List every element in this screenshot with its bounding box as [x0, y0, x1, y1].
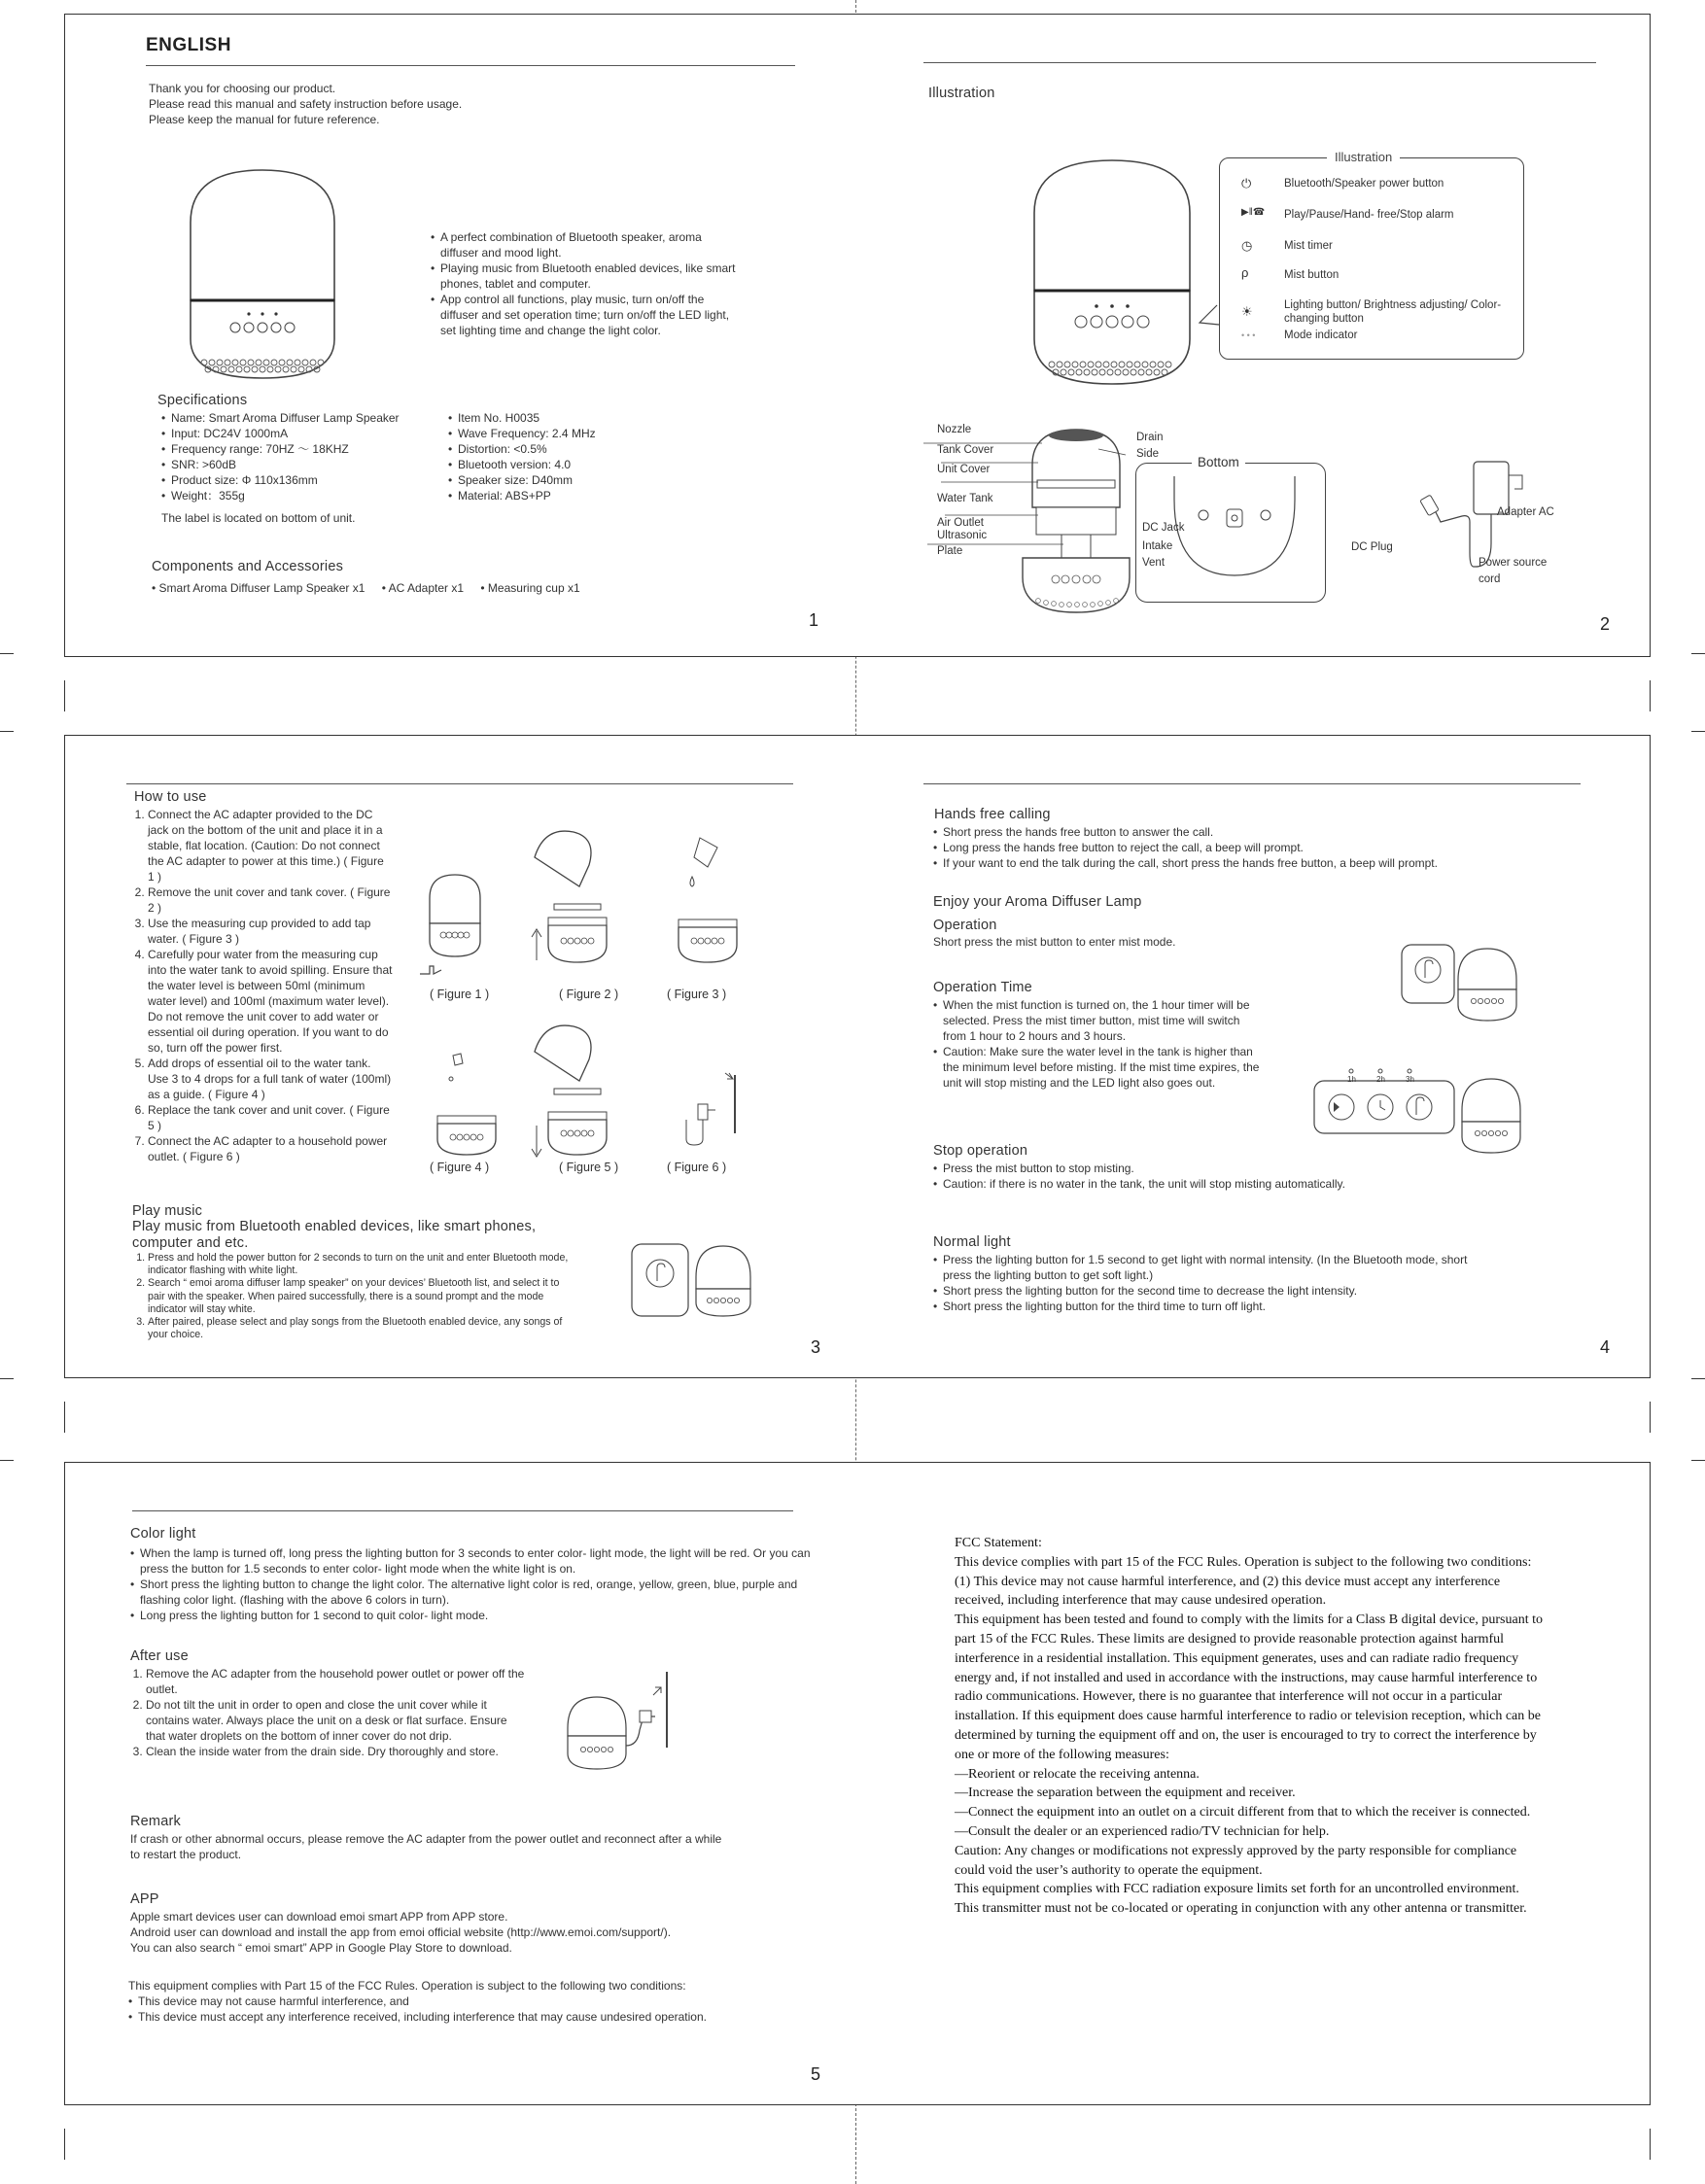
feature-list — [431, 229, 742, 338]
page-number: 4 — [1600, 1337, 1611, 1357]
specifications-title: Specifications — [157, 393, 248, 408]
components-list: • Smart Aroma Diffuser Lamp Speaker x1 • AC Adapter x1 • Measuring cup x1 — [152, 581, 580, 595]
mist-operation-illustration — [1398, 941, 1544, 1028]
header-rule — [132, 1510, 793, 1511]
crop-mark — [64, 1402, 65, 1433]
illustration-box-title: Illustration — [1327, 150, 1400, 164]
part-label: Nozzle — [937, 424, 972, 435]
part-label: Side — [1136, 448, 1160, 460]
crop-mark — [1691, 1460, 1705, 1461]
normal-light-title: Normal light — [933, 1234, 1011, 1250]
crop-mark — [1691, 731, 1705, 732]
mode-indicator-icon: • • • — [1241, 330, 1256, 340]
mist-button-illustration — [628, 1232, 783, 1330]
legend-label: Mist button — [1284, 269, 1340, 281]
step-item: 4. Carefully pour water from the measuring cup into the water tank to avoid spilling. Ensure that the water level is between 50ml (minimum water level) and 100ml (maximum water level). Do not remove the unit cover to add water or essential oil during operation. If you want to do so, turn off the power first. — [148, 947, 393, 1056]
figure-5-illustration — [525, 1019, 622, 1164]
fcc-paragraph: This transmitter must not be co-located or operating in conjunction with any other antenna or transmitter. — [955, 1901, 1527, 1917]
spec-item: • Input: DC24V 1000mA — [161, 426, 453, 441]
step-item: 2. Search “ emoi aroma diffuser lamp speaker” on your devices’ Bluetooth list, and select it to pair with the speaker. When paired successfully, there is a sound prompt and the mode indicator will stay white. — [148, 1277, 575, 1316]
spec-item: • Frequency range: 70HZ ～ 18KHZ — [161, 441, 453, 457]
fcc-paragraph: Caution: Any changes or modifications not expressly approved by the party responsible for compliance could void the user’s authority to operate the equipment. — [955, 1843, 1517, 1878]
adapter-label: DC Plug — [1351, 541, 1393, 553]
step-item: 3. Use the measuring cup provided to add tap water. ( Figure 3 ) — [148, 916, 393, 947]
operation-text: Short press the mist button to enter mist mode. — [933, 935, 1176, 949]
spec-item: • Weight：355g — [161, 488, 453, 503]
fcc-statement — [955, 1534, 1544, 1919]
list-item: • Short press the lighting button to change the light color. The alternative light color is red, orange, yellow, green, blue, purple and flashing color light. (flashing with the above 6 colors in turn). — [130, 1577, 830, 1608]
how-to-use-steps — [132, 807, 393, 1164]
part-label: Water Tank — [937, 493, 993, 504]
bottom-view-label: Bottom — [1192, 455, 1245, 469]
part-label: Unit Cover — [937, 464, 991, 475]
list-item: • This device must accept any interference received, including interference that may cause undesired operation. — [128, 2009, 750, 2025]
adapter-label: Power source — [1479, 557, 1548, 569]
page-number: 1 — [809, 610, 819, 630]
spec-item: • Speaker size: D40mm — [448, 472, 662, 488]
color-light-list — [130, 1545, 830, 1623]
normal-light-list — [933, 1252, 1497, 1314]
timer-label: 2h — [1376, 1075, 1385, 1084]
page-number: 2 — [1600, 614, 1611, 634]
step-item: 3. Clean the inside water from the drain side. Dry thoroughly and store. — [146, 1744, 525, 1759]
step-item: 7. Connect the AC adapter to a household power outlet. ( Figure 6 ) — [148, 1133, 393, 1164]
figure-caption: ( Figure 4 ) — [430, 1161, 490, 1174]
fcc-paragraph: This device complies with part 15 of the FCC Rules. Operation is subject to the following two conditions: (1) This device may not cause harmful interference, and (2) this device must accept any interference received, including interference that may cause undesired operation. — [955, 1554, 1532, 1609]
power-icon: ⏻ — [1241, 176, 1252, 191]
figure-4-illustration — [428, 1050, 505, 1157]
page-2 — [857, 14, 1651, 657]
header-rule — [923, 62, 1596, 63]
adapter-label: Adapter AC — [1497, 506, 1554, 518]
crop-mark — [64, 680, 65, 711]
legend-label: Play/Pause/Hand- free/Stop alarm — [1284, 209, 1454, 221]
page-3 — [64, 735, 857, 1378]
enjoy-title: Enjoy your Aroma Diffuser Lamp — [933, 894, 1142, 910]
fcc-paragraph: This equipment has been tested and found to comply with the limits for a Class B digital device, pursuant to part 15 of the FCC Rules. These limits are designed to provide reasonable protection against harmful interference in a residential installation. This equipment generates, uses and can radiate radio frequency energy and, if not installed and used in accordance with the instructions, may cause harmful interference to radio communications. However, there is no guarantee that interference will not occur in a particular installation. If this equipment does cause harmful interference to radio or television reception, which can be determined by turning the equipment off and on, the user is encouraged to try to correct the interference by one or more of the following measures: — [955, 1612, 1544, 1762]
figure-caption: ( Figure 3 ) — [667, 988, 727, 1001]
legend-label: Mode indicator — [1284, 329, 1358, 341]
step-item: 1. Press and hold the power button for 2 seconds to turn on the unit and enter Bluetooth mode, indicator flashing with white light. — [148, 1252, 575, 1277]
list-item: • Long press the hands free button to reject the call, a beep will prompt. — [933, 840, 1575, 855]
label-note: The label is located on bottom of unit. — [161, 511, 356, 525]
part-label: Tank Cover — [937, 444, 994, 456]
light-icon: ☀ — [1241, 304, 1253, 319]
figure-caption: ( Figure 1 ) — [430, 988, 490, 1001]
operation-title: Operation — [933, 918, 997, 933]
list-item: • When the mist function is turned on, the 1 hour timer will be selected. Press the mist timer button, mist time will switch from 1 hour to 2 hours and 3 hours. — [933, 997, 1264, 1044]
feature-item: • A perfect combination of Bluetooth speaker, aroma diffuser and mood light. — [431, 229, 742, 260]
fcc-paragraph: —Consult the dealer or an experienced radio/TV technician for help. — [955, 1823, 1330, 1839]
spec-item: • SNR: >60dB — [161, 457, 453, 472]
list-item: • Short press the hands free button to answer the call. — [933, 824, 1575, 840]
step-item: 2. Do not tilt the unit in order to open and close the unit cover while it contains water. Always place the unit on a desk or flat surface. Ensure that water droplets on the bottom of inner cover do not drip. — [146, 1697, 525, 1744]
specs-left — [161, 410, 453, 503]
color-light-title: Color light — [130, 1526, 196, 1542]
list-item: • Caution: Make sure the water level in the tank is higher than the minimum level before misting. If the mist time expires, the unit will stop misting and the LED light also goes out. — [933, 1044, 1264, 1091]
list-item: • Caution: if there is no water in the tank, the unit will stop misting automatically. — [933, 1176, 1575, 1192]
after-use-title: After use — [130, 1648, 189, 1664]
page-5 — [64, 1462, 857, 2105]
timer-label: 1h — [1347, 1075, 1356, 1084]
step-item: 6. Replace the tank cover and unit cover. ( Figure 5 ) — [148, 1102, 393, 1133]
feature-item: • Playing music from Bluetooth enabled devices, like smart phones, tablet and computer. — [431, 260, 742, 292]
intro-text: Thank you for choosing our product. Please read this manual and safety instruction before usage. Please keep the manual for future reference. — [149, 82, 463, 126]
list-item: • Press the mist button to stop misting. — [933, 1161, 1575, 1176]
page-1 — [64, 14, 857, 657]
timer-operation-illustration — [1310, 1065, 1544, 1162]
ac-adapter-illustration — [1402, 446, 1596, 592]
crop-mark — [1650, 2129, 1651, 2160]
timer-label: 3h — [1406, 1075, 1414, 1084]
step-item: 1. Remove the AC adapter from the household power outlet or power off the outlet. — [146, 1666, 525, 1697]
language-heading: ENGLISH — [146, 35, 231, 55]
crop-mark — [64, 2129, 65, 2160]
figure-3-illustration — [669, 832, 747, 978]
spec-item: • Bluetooth version: 4.0 — [448, 457, 662, 472]
remark-title: Remark — [130, 1814, 181, 1829]
bottom-label: DC Jack — [1142, 522, 1185, 534]
page-number: 5 — [811, 2064, 821, 2084]
figure-2-illustration — [525, 824, 622, 980]
product-illustration — [1028, 155, 1203, 393]
step-item: 1. Connect the AC adapter provided to the DC jack on the bottom of the unit and place it in a stable, flat location. (Caution: Do not connect the AC adapter to power at this time.) ( Figure 1 ) — [148, 807, 393, 884]
fcc-paragraph: This equipment complies with FCC radiation exposure limits set forth for an uncontrolled environment. — [955, 1882, 1519, 1897]
bottom-label: Vent — [1142, 557, 1166, 569]
remark-text: If crash or other abnormal occurs, please remove the AC adapter from the power outlet and reconnect after a while to restart the product. — [130, 1832, 722, 1861]
part-label: Air Outlet — [937, 517, 984, 529]
crop-mark — [0, 1460, 14, 1461]
spec-item: • Wave Frequency: 2.4 MHz — [448, 426, 662, 441]
page-6 — [857, 1462, 1651, 2105]
legend-label: Mist timer — [1284, 240, 1333, 252]
stop-operation-title: Stop operation — [933, 1143, 1028, 1159]
adapter-label: cord — [1479, 573, 1501, 585]
app-text: Apple smart devices user can download emoi smart APP from APP store. Android user can download and install the app from emoi official website (http://www.emoi.com/support/). You can also search “ emoi smart” APP in Google Play Store to download. — [130, 1910, 672, 1955]
list-item: • Short press the lighting button for the third time to turn off light. — [933, 1299, 1497, 1314]
spec-item: • Distortion: <0.5% — [448, 441, 662, 457]
crop-mark — [0, 731, 14, 732]
mist-icon: ρ — [1241, 265, 1249, 280]
operation-time-list — [933, 997, 1264, 1091]
header-rule — [923, 783, 1581, 784]
crop-mark — [1691, 1378, 1705, 1379]
crop-mark — [0, 1378, 14, 1379]
how-to-use-title: How to use — [134, 789, 207, 805]
step-item: 3. After paired, please select and play songs from the Bluetooth enabled device, any songs of your choice. — [148, 1316, 575, 1341]
fcc-paragraph: —Reorient or relocate the receiving antenna. — [955, 1766, 1200, 1782]
spec-item: • Item No. H0035 — [448, 410, 662, 426]
page-number: 3 — [811, 1337, 821, 1357]
step-item: 5. Add drops of essential oil to the water tank. Use 3 to 4 drops for a full tank of water (100ml) as a guide. ( Figure 4 ) — [148, 1056, 393, 1102]
bottom-label: Intake — [1142, 540, 1173, 552]
spec-item: • Material: ABS+PP — [448, 488, 662, 503]
play-pause-phone-icon: ▶‖☎ — [1241, 207, 1266, 218]
heading-rule — [146, 65, 795, 66]
legend-label: Bluetooth/Speaker power button — [1284, 178, 1444, 190]
figure-caption: ( Figure 2 ) — [559, 988, 619, 1001]
page-4 — [857, 735, 1651, 1378]
fcc-paragraph: —Increase the separation between the equipment and receiver. — [955, 1785, 1296, 1801]
stop-operation-list — [933, 1161, 1575, 1192]
crop-mark — [1650, 1402, 1651, 1433]
crop-mark — [0, 653, 14, 654]
list-item: • This device may not cause harmful interference, and — [128, 1993, 750, 2009]
components-title: Components and Accessories — [152, 559, 344, 574]
crop-mark — [1691, 653, 1705, 654]
list-item: • Long press the lighting button for 1 second to quit color- light mode. — [130, 1608, 830, 1623]
hands-free-title: Hands free calling — [934, 807, 1051, 822]
fcc-title: FCC Statement: — [955, 1536, 1042, 1550]
step-item: 2. Remove the unit cover and tank cover. ( Figure 2 ) — [148, 884, 393, 916]
legend-label: Lighting button/ Brightness adjusting/ Color- changing button — [1284, 299, 1502, 325]
play-music-subtitle: Play music from Bluetooth enabled devices, like smart phones, computer and etc. — [132, 1219, 537, 1251]
list-item: • Press the lighting button for 1.5 second to get light with normal intensity. (In the Bluetooth mode, short press the lighting button to get soft light.) — [933, 1252, 1497, 1283]
play-music-steps — [132, 1252, 575, 1341]
figure-caption: ( Figure 6 ) — [667, 1161, 727, 1174]
fcc-short-text: This equipment complies with Part 15 of the FCC Rules. Operation is subject to the following two conditions: — [128, 1979, 686, 1993]
list-item: • When the lamp is turned off, long press the lighting button for 3 seconds to enter color- light mode, the light will be red. Or you can press the button for 1.5 seconds to enter color- light mode when the white light is on. — [130, 1545, 830, 1577]
spec-item: • Product size: Φ 110x136mm — [161, 472, 453, 488]
part-label: Drain — [1136, 432, 1164, 443]
specs-right — [448, 410, 662, 503]
bottom-view-illustration — [1145, 470, 1320, 597]
after-use-steps — [130, 1666, 525, 1759]
hands-free-list — [933, 824, 1575, 871]
header-rule — [126, 783, 793, 784]
part-label: Ultrasonic — [937, 530, 988, 541]
operation-time-title: Operation Time — [933, 980, 1032, 995]
product-front-illustration — [179, 164, 346, 383]
figure-caption: ( Figure 5 ) — [559, 1161, 619, 1174]
app-title: APP — [130, 1891, 159, 1907]
play-music-title: Play music — [132, 1203, 203, 1219]
fcc-short-list — [128, 1993, 750, 2025]
fcc-paragraph: —Connect the equipment into an outlet on a circuit different from that to which the receiver is connected. — [955, 1805, 1531, 1820]
figure-6-illustration — [669, 1065, 747, 1153]
illustration-box — [1219, 150, 1524, 360]
illustration-title: Illustration — [928, 86, 995, 101]
list-item: • If your want to end the talk during the call, short press the hands free button, a beep will prompt. — [933, 855, 1575, 871]
feature-item: • App control all functions, play music, turn on/off the diffuser and set operation time; turn on/off the LED light, set lighting time and change the light color. — [431, 292, 742, 338]
list-item: • Short press the lighting button for the second time to decrease the light intensity. — [933, 1283, 1497, 1299]
crop-mark — [1650, 680, 1651, 711]
unplug-illustration — [564, 1668, 680, 1785]
part-label: Plate — [937, 545, 963, 557]
timer-icon: ◷ — [1241, 238, 1253, 253]
spec-item: • Name: Smart Aroma Diffuser Lamp Speaker — [161, 410, 453, 426]
figure-1-illustration — [420, 869, 498, 986]
